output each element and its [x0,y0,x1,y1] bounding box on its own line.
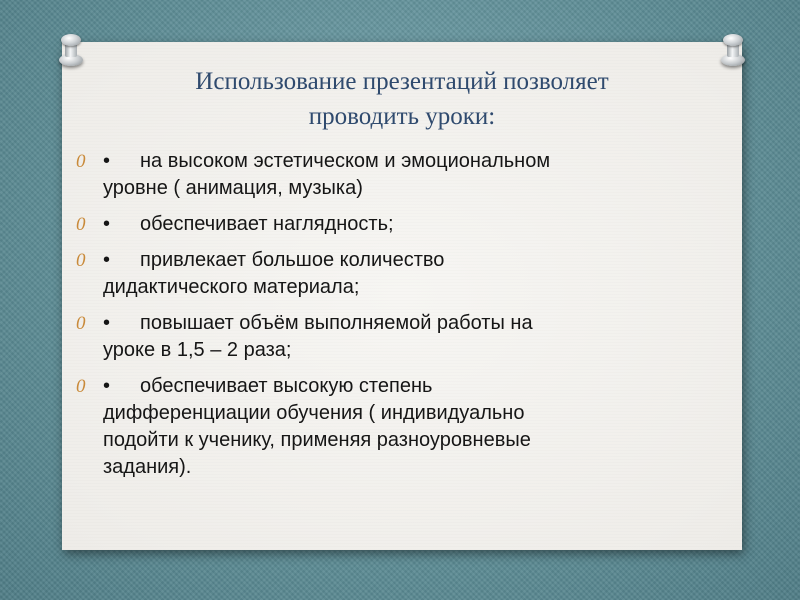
bullet-list [62,148,742,490]
pushpin-icon [56,34,86,68]
list-marker: 0 [76,214,86,235]
item-text: обеспечивает высокую степень [140,375,433,397]
item-text: дифференциации обучения ( индивидуально [103,402,525,424]
bullet-icon: • [103,375,111,397]
slide-title [62,64,742,134]
list-item [62,310,742,364]
item-text: дидактического материала; [103,276,360,298]
bullet-icon: • [103,249,111,271]
item-text: подойти к ученику, применяя разноуровневые [103,429,531,451]
list-marker: 0 [76,376,86,397]
list-marker: 0 [76,313,86,334]
item-text: привлекает большое количество [140,249,445,271]
list-item [62,148,742,202]
item-text: уроке в 1,5 – 2 раза; [103,339,292,361]
list-marker: 0 [76,250,86,271]
list-marker: 0 [76,151,86,172]
item-text: повышает объём выполняемой работы на [140,312,533,334]
item-text: задания). [103,456,192,478]
bullet-icon: • [103,150,111,172]
item-text: на высоком эстетическом и эмоциональном [140,150,551,172]
item-text: уровне ( анимация, музыка) [103,177,363,199]
bullet-icon: • [103,213,111,235]
list-item [62,373,742,481]
pushpin-icon [718,34,748,68]
list-item [62,247,742,301]
slide-title-line: проводить уроки: [308,103,496,130]
item-text: обеспечивает наглядность; [140,213,394,235]
list-item [62,211,742,238]
bullet-icon: • [103,312,111,334]
slide-card [62,42,742,550]
slide-title-line: Использование презентаций позволяет [195,68,609,95]
